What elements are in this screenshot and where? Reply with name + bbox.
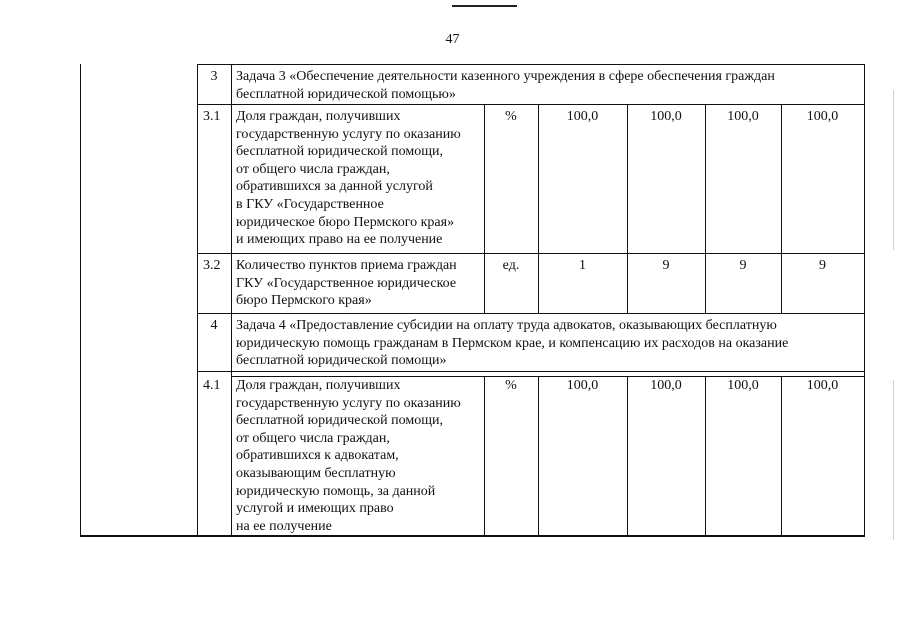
table-left-border [80, 64, 81, 536]
column-border [484, 104, 485, 313]
value-cell: 9 [662, 258, 670, 273]
unit-cell: % [505, 378, 517, 393]
column-border [197, 64, 198, 536]
value-cell: 100,0 [727, 109, 759, 124]
indicator-name: Доля граждан, получивших государственную услугу по оказанию бесплатной юридической помощи, от общего числа граждан, обратившихся к адвокатам, оказывающим бесплатную юридическую помощь, за данной услугой и имеющих право на ее получение [236, 378, 461, 534]
row-border [197, 64, 865, 65]
task-title: Задача 4 «Предоставление субсидии на оплату труда адвокатов, оказывающих бесплатную юридическую помощь гражданам в Пермском крае, и компенсацию их расходов на оказание бесплатной юридической помощи» [236, 318, 789, 369]
column-border [781, 376, 782, 536]
column-border [705, 376, 706, 536]
column-border [705, 104, 706, 313]
scan-mark-top [452, 5, 517, 7]
row-number: 4.1 [203, 378, 221, 393]
column-border [627, 104, 628, 313]
row-number: 3 [210, 69, 218, 84]
scan-mark-side [893, 90, 894, 250]
row-number: 4 [210, 318, 218, 333]
scan-mark-side [893, 380, 894, 540]
unit-cell: ед. [502, 258, 520, 273]
indicator-name: Количество пунктов приема граждан ГКУ «Государственное юридическое бюро Пермского края» [236, 258, 457, 309]
column-border [538, 376, 539, 536]
column-border [781, 104, 782, 313]
column-border [231, 64, 232, 536]
row-border [197, 253, 865, 254]
column-border [538, 104, 539, 313]
value-cell: 100,0 [650, 378, 682, 393]
column-border [484, 376, 485, 536]
value-cell: 100,0 [566, 109, 599, 124]
row-number: 3.1 [203, 109, 221, 124]
value-cell: 9 [739, 258, 747, 273]
column-border [627, 376, 628, 536]
value-cell: 100,0 [727, 378, 759, 393]
row-border [197, 104, 865, 105]
indicator-name: Доля граждан, получивших государственную услугу по оказанию бесплатной юридической помощи, от общего числа граждан, обратившихся за данной услугой в ГКУ «Государственное юридическое бюро Пермского края» и имеющих право на ее получение [236, 109, 461, 248]
table-right-border [864, 64, 865, 536]
value-cell: 1 [579, 258, 586, 273]
value-cell: 100,0 [566, 378, 599, 393]
row-border [197, 371, 865, 372]
value-cell: 100,0 [806, 378, 839, 393]
value-cell: 100,0 [650, 109, 682, 124]
page-number: 47 [445, 32, 460, 47]
task-title: Задача 3 «Обеспечение деятельности казенного учреждения в сфере обеспечения граждан бесплатной юридической помощью» [236, 69, 775, 102]
row-border [197, 313, 865, 314]
row-number: 3.2 [203, 258, 221, 273]
value-cell: 100,0 [806, 109, 839, 124]
value-cell: 9 [819, 258, 826, 273]
unit-cell: % [505, 109, 517, 124]
